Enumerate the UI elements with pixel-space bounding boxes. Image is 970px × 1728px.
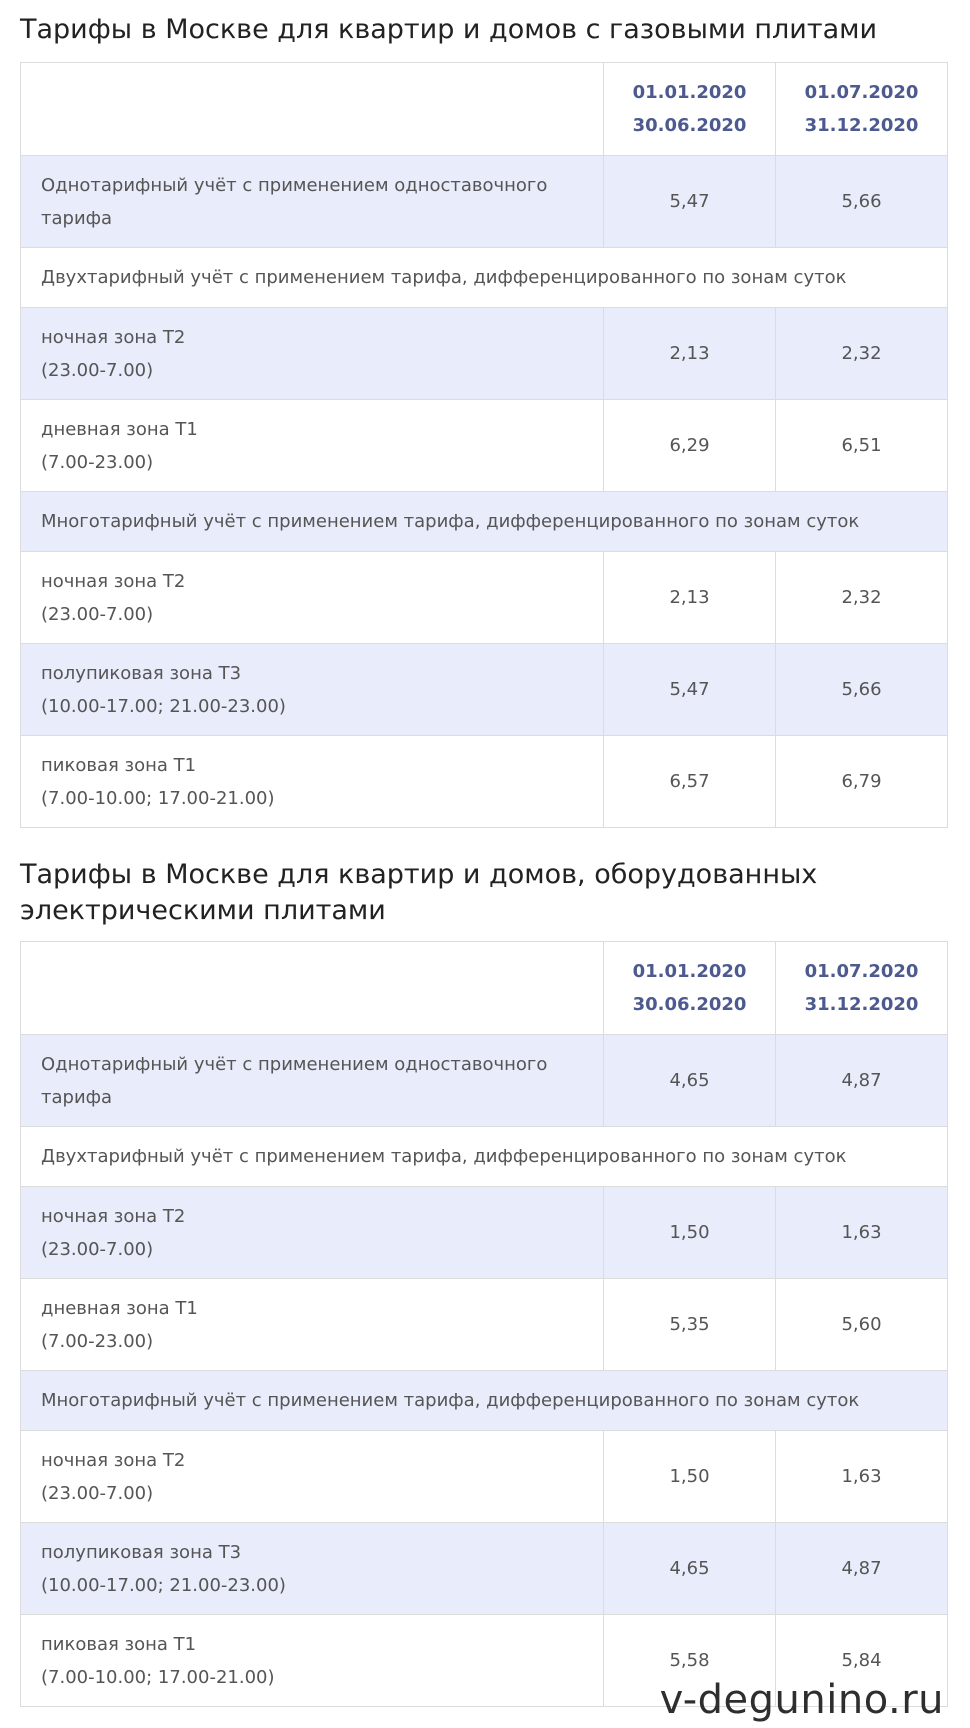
- section-title-gas: Тарифы в Москве для квартир и домов с газовыми плитами: [20, 14, 878, 45]
- period-start: 01.01.2020: [632, 82, 747, 103]
- tariff-value: 6,29: [604, 400, 776, 492]
- header-empty-cell: [21, 942, 604, 1035]
- row-label-line: ночная зона Т2: [41, 1449, 186, 1471]
- tariff-value: 5,84: [776, 1615, 948, 1707]
- row-label-line: тарифа: [41, 207, 113, 229]
- row-label-line: (10.00-17.00; 21.00-23.00): [41, 1574, 286, 1596]
- section-title-line: Тарифы в Москве для квартир и домов, оборудованных: [20, 859, 818, 890]
- row-label-line: (7.00-10.00; 17.00-21.00): [41, 1666, 275, 1688]
- row-label: [21, 1431, 604, 1523]
- tariff-value: 1,63: [776, 1187, 948, 1279]
- period-end: 30.06.2020: [632, 115, 747, 136]
- row-label: [21, 400, 604, 492]
- row-label: [21, 1035, 604, 1127]
- row-label: [21, 552, 604, 644]
- tariff-value: 2,32: [776, 308, 948, 400]
- table-row: [21, 1279, 948, 1371]
- tariff-value: 2,13: [604, 552, 776, 644]
- row-label-line: Однотарифный учёт с применением одноставочного: [41, 1053, 548, 1075]
- table-row: [21, 400, 948, 492]
- row-label: [21, 736, 604, 828]
- table-row: [21, 736, 948, 828]
- table-row: [21, 308, 948, 400]
- row-label-line: полупиковая зона Т3: [41, 662, 242, 684]
- section-title-electric: [20, 857, 920, 929]
- row-label-line: (7.00-23.00): [41, 1330, 154, 1352]
- table-header-row: [21, 942, 948, 1035]
- group-heading: Двухтарифный учёт с применением тарифа, дифференцированного по зонам суток: [21, 1127, 948, 1187]
- row-label-line: дневная зона Т1: [41, 1297, 198, 1319]
- row-label-line: полупиковая зона Т3: [41, 1541, 242, 1563]
- row-label-line: (7.00-23.00): [41, 451, 154, 473]
- tariff-value: 5,60: [776, 1279, 948, 1371]
- table-row: [21, 1523, 948, 1615]
- tariff-value: 6,79: [776, 736, 948, 828]
- period-start: 01.01.2020: [632, 961, 747, 982]
- period-header-2: [776, 942, 948, 1035]
- row-label-line: (7.00-10.00; 17.00-21.00): [41, 787, 275, 809]
- row-label-line: пиковая зона Т1: [41, 754, 197, 776]
- row-label-line: (10.00-17.00; 21.00-23.00): [41, 695, 286, 717]
- row-label-line: ночная зона Т2: [41, 570, 186, 592]
- site-watermark: v-degunino.ru: [659, 1677, 944, 1723]
- group-heading: Многотарифный учёт с применением тарифа, дифференцированного по зонам суток: [21, 1371, 948, 1431]
- row-label: [21, 644, 604, 736]
- tariff-value: 1,63: [776, 1431, 948, 1523]
- tariff-value: 4,87: [776, 1523, 948, 1615]
- section-title-line: электрическими плитами: [20, 895, 386, 926]
- tariff-value: 1,50: [604, 1431, 776, 1523]
- tariff-value: 2,13: [604, 308, 776, 400]
- row-label: [21, 308, 604, 400]
- row-label-line: (23.00-7.00): [41, 1482, 154, 1504]
- tariff-value: 6,51: [776, 400, 948, 492]
- period-start: 01.07.2020: [804, 961, 919, 982]
- table-row: [21, 1431, 948, 1523]
- row-label-line: (23.00-7.00): [41, 359, 154, 381]
- period-header-1: [604, 942, 776, 1035]
- group-heading-row: [21, 492, 948, 552]
- tariff-value: 6,57: [604, 736, 776, 828]
- row-label: [21, 1615, 604, 1707]
- row-label-line: дневная зона Т1: [41, 418, 198, 440]
- table-row: [21, 1035, 948, 1127]
- row-label: [21, 1187, 604, 1279]
- table-row: [21, 552, 948, 644]
- row-label-line: тарифа: [41, 1086, 113, 1108]
- row-label-line: (23.00-7.00): [41, 603, 154, 625]
- tariff-value: 4,65: [604, 1035, 776, 1127]
- group-heading-row: [21, 1371, 948, 1431]
- period-start: 01.07.2020: [804, 82, 919, 103]
- tariff-table-electric: [20, 941, 948, 1707]
- tariff-value: 1,50: [604, 1187, 776, 1279]
- row-label: [21, 156, 604, 248]
- row-label-line: ночная зона Т2: [41, 1205, 186, 1227]
- tariff-value: 5,35: [604, 1279, 776, 1371]
- tariff-table-gas: [20, 62, 948, 828]
- tariff-value: 4,65: [604, 1523, 776, 1615]
- tariff-value: 5,58: [604, 1615, 776, 1707]
- tariff-value: 5,47: [604, 644, 776, 736]
- table-row: [21, 156, 948, 248]
- table-header-row: [21, 63, 948, 156]
- row-label-line: пиковая зона Т1: [41, 1633, 197, 1655]
- tariff-value: 4,87: [776, 1035, 948, 1127]
- header-empty-cell: [21, 63, 604, 156]
- row-label: [21, 1523, 604, 1615]
- group-heading-row: [21, 248, 948, 308]
- period-header-1: [604, 63, 776, 156]
- table-row: [21, 1187, 948, 1279]
- tariff-value: 5,66: [776, 156, 948, 248]
- row-label-line: ночная зона Т2: [41, 326, 186, 348]
- period-end: 30.06.2020: [632, 994, 747, 1015]
- tariff-value: 5,66: [776, 644, 948, 736]
- row-label-line: Однотарифный учёт с применением одноставочного: [41, 174, 548, 196]
- tariff-value: 5,47: [604, 156, 776, 248]
- period-end: 31.12.2020: [804, 994, 919, 1015]
- group-heading: Двухтарифный учёт с применением тарифа, дифференцированного по зонам суток: [21, 248, 948, 308]
- table-row: [21, 644, 948, 736]
- row-label: [21, 1279, 604, 1371]
- tariff-value: 2,32: [776, 552, 948, 644]
- period-header-2: [776, 63, 948, 156]
- group-heading: Многотарифный учёт с применением тарифа, дифференцированного по зонам суток: [21, 492, 948, 552]
- group-heading-row: [21, 1127, 948, 1187]
- row-label-line: (23.00-7.00): [41, 1238, 154, 1260]
- period-end: 31.12.2020: [804, 115, 919, 136]
